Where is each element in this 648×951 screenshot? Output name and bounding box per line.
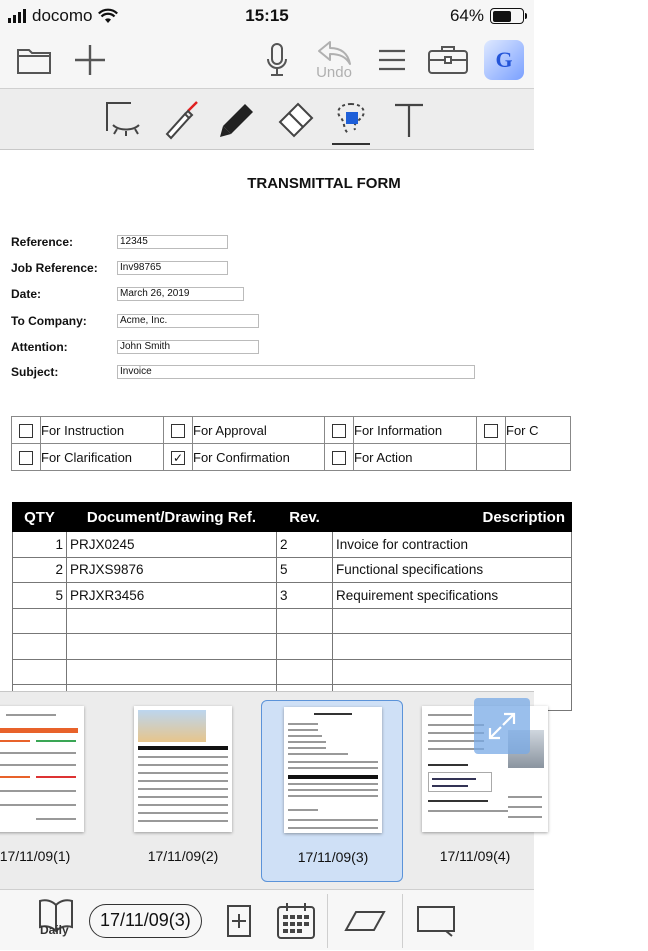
undo-icon <box>316 40 352 66</box>
eraser-icon <box>274 100 316 140</box>
current-page-date-button[interactable]: 17/11/09(3) <box>89 904 202 938</box>
calendar-button[interactable] <box>274 890 318 951</box>
table-row <box>13 583 572 609</box>
field-reference <box>11 233 228 251</box>
clock: 15:15 <box>245 6 289 25</box>
checkbox-for-approval[interactable] <box>171 424 185 438</box>
column-header: QTY <box>13 503 67 532</box>
table-row <box>13 659 572 685</box>
add-button[interactable] <box>70 32 110 88</box>
column-header: Description <box>333 503 572 532</box>
table-cell: 5 <box>13 583 67 609</box>
expand-thumbnails-button[interactable] <box>474 698 530 754</box>
bottom-toolbar <box>0 889 534 950</box>
app-logo-button[interactable] <box>484 40 524 80</box>
plus-icon <box>73 43 107 77</box>
document-page[interactable] <box>0 151 565 691</box>
column-header: Rev. <box>277 503 333 532</box>
checkbox-for-information[interactable] <box>332 424 346 438</box>
column-header: Document/Drawing Ref. <box>67 503 277 532</box>
text-tool[interactable] <box>386 97 432 143</box>
table-row <box>13 557 572 583</box>
checkbox-label: For Action <box>354 444 477 471</box>
folder-button[interactable] <box>14 32 54 88</box>
checkbox-label: For Information <box>354 417 477 444</box>
signal-icon <box>8 9 26 23</box>
field-date <box>11 285 244 303</box>
add-page-button[interactable] <box>224 890 254 951</box>
calendar-icon <box>276 902 316 940</box>
checkbox-label: For Approval <box>193 417 325 444</box>
thumbnail-caption: 17/11/09(4) <box>439 848 511 864</box>
document-items-table <box>12 502 572 711</box>
field-label: Attention: <box>11 340 68 354</box>
app-logo-letter: G <box>495 47 513 72</box>
battery-info <box>450 6 524 26</box>
rectangle-select-icon <box>416 905 456 937</box>
table-cell: 3 <box>277 583 333 609</box>
table-cell: Requirement specifications <box>333 583 572 609</box>
page-thumbnail-3-selected[interactable] <box>261 700 403 882</box>
field-job-reference <box>11 259 228 277</box>
carrier-info <box>8 6 118 26</box>
attention-input[interactable]: John Smith <box>117 340 259 354</box>
daily-notebook-button[interactable] <box>34 890 78 951</box>
text-icon <box>391 101 427 139</box>
checkbox-for-action[interactable] <box>332 451 346 465</box>
field-label: Date: <box>11 287 42 301</box>
hide-toolbar-tool[interactable] <box>102 97 148 143</box>
document-title: TRANSMITTAL FORM <box>247 175 401 192</box>
purpose-checkbox-grid <box>11 416 571 471</box>
table-cell: Functional specifications <box>333 557 572 583</box>
parallelogram-page-icon <box>344 909 386 933</box>
toolbox-icon <box>427 45 469 75</box>
pen-icon <box>217 100 257 140</box>
lasso-select-tool[interactable] <box>328 97 374 143</box>
date-input[interactable]: March 26, 2019 <box>117 287 244 301</box>
menu-button[interactable] <box>376 32 408 88</box>
thumbnail-caption: 17/11/09(1) <box>0 848 71 864</box>
eye-closed-selection-icon <box>105 101 145 139</box>
undo-label: Undo <box>316 63 352 81</box>
top-toolbar <box>0 32 534 88</box>
checkbox-for-clarification[interactable] <box>19 451 33 465</box>
add-page-icon <box>226 904 252 938</box>
subject-input[interactable]: Invoice <box>117 365 475 379</box>
voice-memo-button[interactable] <box>262 32 292 88</box>
table-cell: PRJXS9876 <box>67 557 277 583</box>
page-view-toggle-button[interactable] <box>342 890 388 951</box>
drawing-toolbar <box>0 88 534 150</box>
field-label: Subject: <box>11 365 59 379</box>
daily-label: Daily <box>40 923 69 937</box>
area-select-button[interactable] <box>414 890 458 951</box>
field-label: To Company: <box>11 314 87 328</box>
table-row <box>13 608 572 634</box>
checkbox-label: For Instruction <box>41 417 164 444</box>
laser-pointer-tool[interactable] <box>158 97 204 143</box>
table-row <box>13 634 572 660</box>
folder-icon <box>16 45 52 75</box>
toolbar-divider <box>402 894 403 948</box>
table-cell: 5 <box>277 557 333 583</box>
table-cell: 1 <box>13 532 67 558</box>
table-cell: 2 <box>13 557 67 583</box>
field-subject <box>11 363 475 381</box>
thumbnail-preview <box>284 707 382 833</box>
checkbox-for-confirmation[interactable]: ✓ <box>172 450 184 465</box>
table-cell: Invoice for contraction <box>333 532 572 558</box>
field-label: Reference: <box>11 235 74 249</box>
lasso-select-icon <box>331 100 371 140</box>
eraser-tool[interactable] <box>272 97 318 143</box>
job-reference-input[interactable]: Inv98765 <box>117 261 228 275</box>
battery-percent: 64% <box>449 6 484 25</box>
page-thumbnail-2[interactable] <box>112 700 254 882</box>
table-row <box>13 532 572 558</box>
laser-pointer-icon <box>161 100 201 140</box>
checkbox-label: For Confirmation <box>193 444 325 471</box>
expand-arrows-icon <box>487 711 517 741</box>
microphone-icon <box>265 42 289 78</box>
thumbnail-preview <box>0 706 84 832</box>
to-company-input[interactable]: Acme, Inc. <box>117 314 259 328</box>
table-cell: PRJX0245 <box>67 532 277 558</box>
checkbox-label: For Clarification <box>41 444 164 471</box>
carrier-name: docomo <box>32 6 93 25</box>
reference-input[interactable]: 12345 <box>117 235 228 249</box>
status-bar <box>0 0 534 32</box>
toolbox-button[interactable] <box>426 32 470 88</box>
page-thumbnail-strip[interactable] <box>0 691 534 889</box>
thumbnail-preview <box>134 706 232 832</box>
field-attention <box>11 338 259 356</box>
table-cell: 2 <box>277 532 333 558</box>
hamburger-icon <box>378 48 406 72</box>
thumbnail-caption: 17/11/09(2) <box>147 848 219 864</box>
checkbox-for-c[interactable] <box>484 424 498 438</box>
field-label: Job Reference: <box>11 261 98 275</box>
pen-tool[interactable] <box>214 97 260 143</box>
thumbnail-caption: 17/11/09(3) <box>297 849 369 865</box>
undo-button[interactable] <box>308 32 360 88</box>
battery-icon <box>490 8 524 24</box>
checkbox-for-instruction[interactable] <box>19 424 33 438</box>
toolbar-divider <box>327 894 328 948</box>
page-thumbnail-1[interactable] <box>0 700 106 882</box>
wifi-icon <box>98 9 118 24</box>
field-to-company <box>11 312 259 330</box>
table-cell: PRJXR3456 <box>67 583 277 609</box>
checkbox-label: For C <box>506 417 571 444</box>
